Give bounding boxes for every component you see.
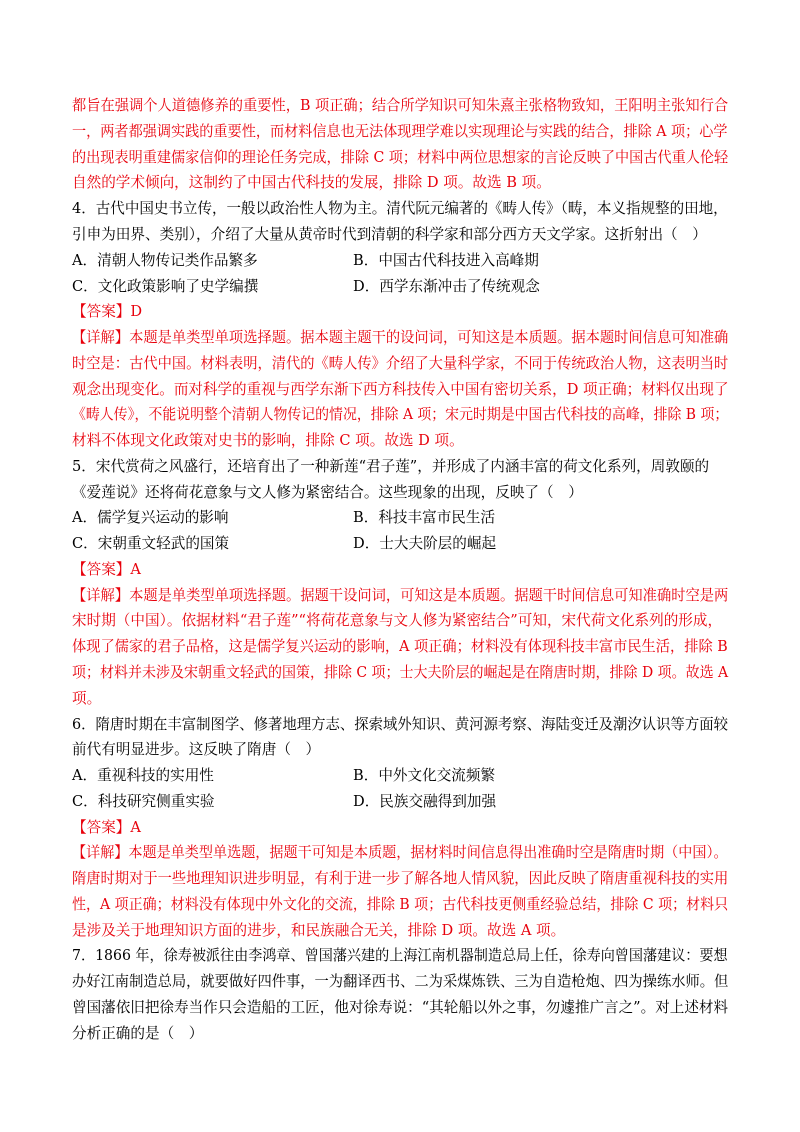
q7-stem-line: 曾国藩依旧把徐寿当作只会造船的工匠，他对徐寿说：“其轮船以外之事，勿遽推广言之”。对上述材料 <box>72 999 729 1016</box>
q4-explain-line: 材料不体现文化政策对史书的影响，排除 C 项。故选 D 项。 <box>72 432 464 449</box>
q7-stem-line: 分析正确的是（ ） <box>72 1025 204 1042</box>
q4-option-d: D．西学东渐冲击了传统观念 <box>353 278 540 295</box>
q4-explain-line: 【详解】本题是单类型单项选择题。据本题主题干的设问词，可知这是本质题。据本题时间信息可知准确 <box>72 329 729 346</box>
q5-explain-line: 【详解】本题是单类型单项选择题。据题干设问词，可知这是本质题。据题干时间信息可知准确时空是两 <box>72 587 729 604</box>
q7-stem-line: 7．1866 年，徐寿被派往由李鸿章、曾国藩兴建的上海江南机器制造总局上任，徐寿向曾国藩建议：要想 <box>72 947 728 964</box>
q5-explain-line: 项；材料并未涉及宋朝重文轻武的国策，排除 C 项；士大夫阶层的崛起是在隋唐时期，排除 D 项。故选 A <box>72 664 729 681</box>
q5-explain-line: 项。 <box>72 690 102 707</box>
q3-explain-line: 都旨在强调个人道德修养的重要性，B 项正确；结合所学知识可知朱熹主张格物致知，王阳明主张知行合 <box>72 97 729 114</box>
q3-explain-line: 的出现表明重建儒家信仰的理论任务完成，排除 C 项；材料中两位思想家的言论反映了中国古代重人伦轻 <box>72 149 729 166</box>
q4-explain-line: 《畴人传》，不能说明整个清朝人物传记的情况，排除 A 项；宋元时期是中国古代科技的高峰，排除 B 项； <box>72 406 729 423</box>
q5-explain-line: 宋时期（中国）。依据材料“君子莲”“将荷花意象与文人修为紧密结合”可知，宋代荷文化系列的形成， <box>72 612 723 629</box>
q5-explain-line: 体现了儒家的君子品格，这是儒学复兴运动的影响，A 项正确；材料没有体现科技丰富市民生活，排除 B <box>72 638 728 655</box>
q4-option-c: C．文化政策影响了史学编撰 <box>72 278 259 295</box>
q6-explain-line: 隋唐时期对于一些地理知识进步明显，有利于进一步了解各地人情风貌，因此反映了隋唐重视科技的实用 <box>72 870 729 887</box>
q4-option-a: A．清朝人物传记类作品繁多 <box>72 252 258 269</box>
q7-stem-line: 办好江南制造总局，就要做好四件事，一为翻译西书、二为采煤炼铁、三为自造枪炮、四为操练水师。但 <box>72 973 729 990</box>
q4-stem-line: 引申为田界、类别），介绍了大量从黄帝时代到清朝的科学家和部分西方天文学家。这折射出（ ） <box>72 226 707 243</box>
q4-answer: 【答案】D <box>72 303 143 320</box>
q5-option-c: C．宋朝重文轻武的国策 <box>72 535 230 552</box>
q5-stem-line: 《爱莲说》还将荷花意象与文人修为紧密结合。这些现象的出现，反映了（ ） <box>72 484 583 501</box>
q6-explain-line: 性，A 项正确；材料没有体现中外文化的交流，排除 B 项；古代科技更侧重经验总结，排除 C 项；材料只 <box>72 896 729 913</box>
q6-explain-line: 【详解】本题是单类型单选题，据题干可知是本质题，据材料时间信息得出准确时空是隋唐时期（中国）。 <box>72 844 728 861</box>
q4-stem-line: 4．古代中国史书立传，一般以政治性人物为主。清代阮元编著的《畴人传》（畴，本义指规整的田地， <box>72 200 728 217</box>
q6-explain-line: 是涉及关于地理知识方面的进步，和民族融合无关，排除 D 项。故选 A 项。 <box>72 922 566 939</box>
q6-stem-line: 前代有明显进步。这反映了隋唐（ ） <box>72 741 321 758</box>
q6-option-d: D．民族交融得到加强 <box>353 793 497 810</box>
q5-stem-line: 5．宋代赏荷之风盛行，还培育出了一种新莲“君子莲”，并形成了内涵丰富的荷文化系列，周敦颐的 <box>72 458 710 475</box>
q6-option-b: B．中外文化交流频繁 <box>353 767 496 784</box>
q5-option-a: A．儒学复兴运动的影响 <box>72 509 229 526</box>
q5-option-b: B．科技丰富市民生活 <box>353 509 496 526</box>
q3-explain-line: 自然的学术倾向，这制约了中国古代科技的发展，排除 D 项。故选 B 项。 <box>72 174 551 191</box>
q5-option-d: D．士大夫阶层的崛起 <box>353 535 497 552</box>
q6-stem-line: 6．隋唐时期在丰富制图学、修著地理方志、探索域外知识、黄河源考察、海陆变迁及潮汐认识等方面较 <box>72 716 729 733</box>
q5-answer: 【答案】A <box>72 561 141 578</box>
q6-answer: 【答案】A <box>72 819 141 836</box>
q4-explain-line: 时空是：古代中国。材料表明，清代的《畴人传》介绍了大量科学家，不同于传统政治人物，这表明当时 <box>72 355 729 372</box>
q4-option-b: B．中国古代科技进入高峰期 <box>353 252 539 269</box>
q6-option-a: A．重视科技的实用性 <box>72 767 214 784</box>
q6-option-c: C．科技研究侧重实验 <box>72 793 215 810</box>
q3-explain-line: 一，两者都强调实践的重要性，而材料信息也无法体现理学难以实现理论与实践的结合，排除 A 项；心学 <box>72 123 728 140</box>
q4-explain-line: 观念出现变化。而对科学的重视与西学东渐下西方科技传入中国有密切关系，D 项正确；材料仅出现了 <box>72 381 729 398</box>
